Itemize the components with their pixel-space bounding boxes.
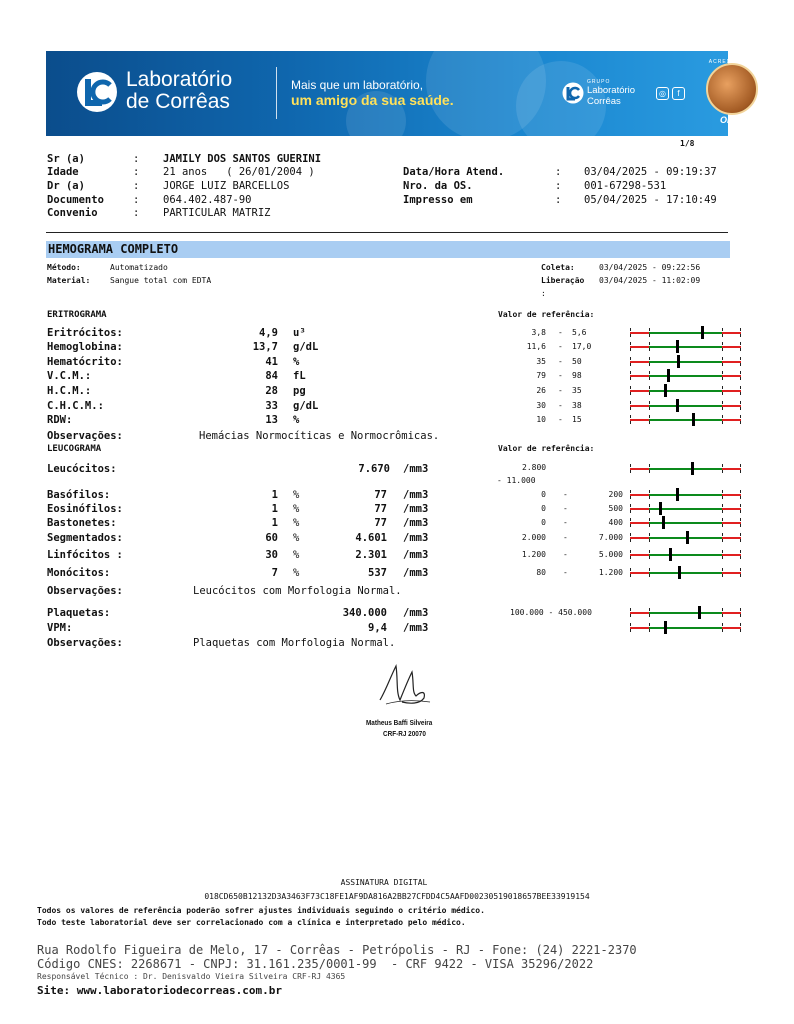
range-tick [740,518,741,527]
range-tick [740,490,741,499]
range-tick [722,608,723,617]
reference-range-line [649,332,722,334]
cell-name: Eosinófilos: [47,503,123,515]
range-tick [740,328,741,337]
analyte-unit: fL [293,370,306,382]
ref-sep: - [558,415,563,424]
site-link[interactable]: Site: www.laboratoriodecorreas.com.br [37,984,283,997]
ref-low: 35 [536,357,546,366]
range-tick [740,357,741,366]
ref-sep: - [563,504,568,513]
range-tick [722,386,723,395]
result-marker [667,369,670,382]
reference-range-line [649,468,722,470]
range-tick [740,568,741,577]
range-tick [740,550,741,559]
ref-high: 1.200 [598,568,623,577]
absolute-unit: /mm3 [403,489,429,501]
ref-low: 11,6 [526,342,546,351]
range-tick [630,550,631,559]
range-tick [740,504,741,513]
exam-title-bar [46,241,730,258]
analyte-name: V.C.M.: [47,370,92,382]
brand-name: Laboratório de Corrêas [126,68,233,113]
range-tick [649,415,650,424]
cell-name: Segmentados: [47,532,123,544]
ref-high: 5,6 [572,328,587,337]
reference-bar [630,342,741,351]
patient-age: 21 anos ( 26/01/2004 ) [163,166,315,178]
percent-unit: % [293,503,300,515]
reference-range-line [649,554,722,556]
seal-bottom-text: ONA [720,115,740,125]
analyte-name: Eritrócitos: [47,327,123,339]
page-number: 1/8 [680,139,695,148]
reference-bar [630,464,741,473]
range-tick [740,401,741,410]
ref-sep: - [563,518,568,527]
ref-high: 5.000 [598,550,623,559]
os-number: 001-67298-531 [584,180,667,192]
analyte-value: 4,9 [259,327,278,339]
ref-sep: - [558,386,563,395]
printed-label: Impresso em [403,194,473,206]
cell-absolute: 4.601 [355,532,387,544]
percent-unit: % [293,532,300,544]
range-tick [722,415,723,424]
reference-range-line [649,419,722,421]
facebook-icon[interactable]: f [672,87,685,100]
range-tick [649,464,650,473]
range-tick [649,342,650,351]
result-marker [662,516,665,529]
range-tick [630,490,631,499]
analyte-name: RDW: [47,414,73,426]
ref-high: 98 [572,371,582,380]
range-tick [630,623,631,632]
percent-unit: % [293,549,300,561]
range-tick [649,608,650,617]
ref-high: 400 [608,518,623,527]
range-tick [740,386,741,395]
ref-low: 10 [536,415,546,424]
digital-signature-hash: 018CD650B12132D3A3463F73C18FE1AF9DA816A2BB27CFDD4C5AAFD00230519018657BEE33919154 [204,892,590,901]
name-label: Sr (a) [47,153,85,165]
collect-label: Coleta: [541,263,575,272]
cell-percent: 30 [265,549,278,561]
analyte-name: VPM: [47,622,73,634]
result-marker [659,502,662,515]
plaq-obs-text: Plaquetas com Morfologia Normal. [193,637,396,649]
reference-bar [630,608,741,617]
cell-percent: 7 [271,567,278,579]
material-label: Material: [47,276,91,285]
range-tick [722,550,723,559]
cell-absolute: 537 [368,567,387,579]
reference-bar [630,490,741,499]
range-tick [649,504,650,513]
reference-range-line [649,572,722,574]
range-tick [630,371,631,380]
leucograma-title: LEUCOGRAMA [47,444,102,454]
range-tick [722,504,723,513]
group-label: GRUPO [587,79,611,85]
plan-name: PARTICULAR MATRIZ [163,207,271,219]
range-tick [630,328,631,337]
instagram-icon[interactable]: ◎ [656,87,669,100]
reference-range-line [649,390,722,392]
tagline-line2: um amigo da sua saúde. [291,92,454,108]
cell-percent: 1 [271,489,278,501]
note-1: Todos os valores de referência poderão sofrer ajustes individuais seguindo o critério médico. [37,906,485,915]
digital-signature-title: ASSINATURA DIGITAL [340,878,428,887]
document-number: 064.402.487-90 [163,194,252,206]
reference-bar [630,386,741,395]
range-tick [740,464,741,473]
release-value: 03/04/2025 - 11:02:09 [599,276,701,285]
range-tick [649,623,650,632]
range-tick [630,464,631,473]
cell-name: Linfócitos : [47,549,123,561]
method-label: Método: [47,263,81,272]
result-marker [664,621,667,634]
range-tick [722,533,723,542]
handwritten-signature [366,660,446,720]
ref-low: 3,8 [531,328,546,337]
ref-high: 35 [572,386,582,395]
reference-range: 100.000 - 450.000 [510,608,592,617]
ref-sep: - [558,371,563,380]
absolute-unit: /mm3 [403,567,429,579]
ref-high: 15 [572,415,582,424]
range-tick [649,371,650,380]
cell-absolute: 77 [374,517,387,529]
analyte-unit: % [293,356,300,368]
analyte-value: 13,7 [252,341,278,353]
analyte-value: 41 [265,356,278,368]
range-tick [740,342,741,351]
absolute-unit: /mm3 [403,549,429,561]
cell-absolute: 77 [374,489,387,501]
group-logo-icon [562,81,584,105]
reference-bar [630,568,741,577]
ref-sep: - [563,568,568,577]
range-tick [722,464,723,473]
cell-absolute: 77 [374,503,387,515]
ref-high: 38 [572,401,582,410]
analyte-value: 33 [265,400,278,412]
result-marker [669,548,672,561]
absolute-unit: /mm3 [403,532,429,544]
ref-header: Valor de referência: [498,310,595,319]
ref-low: 79 [536,371,546,380]
analyte-value: 13 [265,414,278,426]
range-tick [630,533,631,542]
note-2: Todo teste laboratorial deve ser correlacionado com a clínica e interpretado pelo médico. [37,918,466,927]
range-tick [630,568,631,577]
ona-seal-icon [706,63,758,115]
range-tick [722,401,723,410]
range-tick [649,401,650,410]
doctor-label: Dr (a) [47,180,85,192]
range-tick [722,490,723,499]
ref-high: 17,0 [572,342,592,351]
range-tick [649,518,650,527]
cell-percent: 60 [265,532,278,544]
result-marker [691,462,694,475]
range-tick [722,623,723,632]
ref-low: 30 [536,401,546,410]
analyte-name: Hemoglobina: [47,341,123,353]
range-tick [740,415,741,424]
result-marker [692,413,695,426]
analyte-value: 9,4 [368,622,387,634]
ref-sep: - [563,550,568,559]
printed-date: 05/04/2025 - 17:10:49 [584,194,717,206]
range-tick [649,328,650,337]
reference-range-line [649,627,722,629]
analyte-value: 28 [265,385,278,397]
reference-bar [630,371,741,380]
result-marker [677,355,680,368]
range-tick [630,386,631,395]
analyte-name: Hematócrito: [47,356,123,368]
reference-range-line [649,612,722,614]
cell-name: Basófilos: [47,489,111,501]
range-tick [722,342,723,351]
ref-high: 7.000 [598,533,623,542]
ref-high: 200 [608,490,623,499]
cell-percent: 1 [271,517,278,529]
signer-name: Matheus Baffi Silveira [366,718,433,727]
analyte-unit: g/dL [293,341,319,353]
percent-unit: % [293,489,300,501]
range-tick [630,415,631,424]
result-marker [701,326,704,339]
eritro-obs-text: Hemácias Normocíticas e Normocrômicas. [199,430,440,442]
range-tick [740,623,741,632]
reference-bar [630,401,741,410]
reference-bar [630,533,741,542]
range-tick [740,371,741,380]
range-tick [740,608,741,617]
tagline-line1: Mais que um laboratório, [291,78,424,92]
range-tick [630,357,631,366]
document-label: Documento [47,194,104,206]
ref-high: 50 [572,357,582,366]
signer-reg: CRF-RJ 20070 [383,729,426,738]
range-tick [649,550,650,559]
range-tick [722,357,723,366]
ref-low: 2.000 [521,533,546,542]
reference-bar [630,518,741,527]
technical-responsible: Responsável Técnico : Dr. Denisvaldo Vieira Silveira CRF-RJ 4365 [37,972,346,981]
reference-range-line [649,361,722,363]
absolute-unit: /mm3 [403,503,429,515]
result-marker [664,384,667,397]
ref-low: 0 [541,490,546,499]
ref-low: 0 [541,504,546,513]
analyte-name: C.H.C.M.: [47,400,104,412]
os-label: Nro. da OS. [403,180,473,192]
ref-sep: - [558,401,563,410]
range-tick [649,490,650,499]
range-tick [630,504,631,513]
address: Rua Rodolfo Figueira de Melo, 17 - Corrêas - Petrópolis - RJ - Fone: (24) 2221-2370 [37,943,637,957]
analyte-unit: /mm3 [403,607,429,619]
range-tick [649,533,650,542]
range-tick [722,328,723,337]
ref-sep: - [558,357,563,366]
leuco-obs-label: Observações: [47,585,123,597]
range-tick [722,371,723,380]
analyte-unit: pg [293,385,306,397]
range-tick [722,568,723,577]
ref-sep: - [563,533,568,542]
registry-codes: Código CNES: 2268671 - CNPJ: 31.161.235/0001-99 - CRF 9422 - VISA 35296/2022 [37,957,594,971]
cell-name: Bastonetes: [47,517,117,529]
ref-sep: - [563,490,568,499]
reference-range-line [649,375,722,377]
patient-name: JAMILY DOS SANTOS GUERINI [163,153,322,165]
range-tick [630,608,631,617]
attendance-date-label: Data/Hora Atend. [403,166,505,178]
absolute-unit: /mm3 [403,517,429,529]
reference-bar [630,623,741,632]
plan-label: Convenio [47,207,98,219]
range-tick [630,518,631,527]
analyte-value: 84 [265,370,278,382]
collect-value: 03/04/2025 - 09:22:56 [599,263,701,272]
range-tick [649,357,650,366]
ref-low: 80 [536,568,546,577]
result-marker [676,488,679,501]
ref-low: 26 [536,386,546,395]
range-tick [722,518,723,527]
plaq-obs-label: Observações: [47,637,123,649]
ref-low: 1.200 [521,550,546,559]
reference-range-line [649,405,722,407]
range-tick [649,386,650,395]
result-marker [698,606,701,619]
reference-range-line [649,494,722,496]
analyte-unit: g/dL [293,400,319,412]
release-label: Liberação [541,276,585,285]
ref-high: 500 [608,504,623,513]
reference-range-line [649,522,722,524]
range-tick [649,568,650,577]
reference-bar [630,504,741,513]
ref-sep: - [558,342,563,351]
reference-bar [630,415,741,424]
header-banner [46,51,752,136]
range-tick [630,342,631,351]
cell-name: Monócitos: [47,567,111,579]
attendance-date: 03/04/2025 - 09:19:37 [584,166,717,178]
range-tick [630,401,631,410]
analyte-value: 340.000 [342,607,387,619]
material-value: Sangue total com EDTA [110,276,212,285]
analyte-name: H.C.M.: [47,385,92,397]
doctor-name: JORGE LUIZ BARCELLOS [163,180,290,192]
reference-bar [630,357,741,366]
method-value: Automatizado [110,263,168,272]
result-marker [678,566,681,579]
analyte-unit: u³ [293,327,306,339]
reference-range-line [649,346,722,348]
eritrograma-title: ERITROGRAMA [47,310,107,320]
result-marker [676,340,679,353]
cell-percent: 1 [271,503,278,515]
result-marker [686,531,689,544]
eritro-obs-label: Observações: [47,430,123,442]
reference-bar [630,328,741,337]
analyte-unit: /mm3 [403,622,429,634]
result-marker [676,399,679,412]
ref-sep: - [558,328,563,337]
analyte-name: Plaquetas: [47,607,111,619]
age-label: Idade [47,166,79,178]
lab-logo-icon [76,69,118,115]
ref-low: 0 [541,518,546,527]
ref-header-leuco: Valor de referência: [498,444,595,453]
percent-unit: % [293,567,300,579]
analyte-unit: % [293,414,300,426]
percent-unit: % [293,517,300,529]
leuco-obs-text: Leucócitos com Morfologia Normal. [193,585,402,597]
reference-bar [630,550,741,559]
cell-absolute: 2.301 [355,549,387,561]
range-tick [740,533,741,542]
divider [46,232,728,233]
seal-top-text: ACREDITADO [708,59,752,65]
group-name: Laboratório Corrêas [587,85,636,107]
exam-title: HEMOGRAMA COMPLETO [48,242,179,256]
